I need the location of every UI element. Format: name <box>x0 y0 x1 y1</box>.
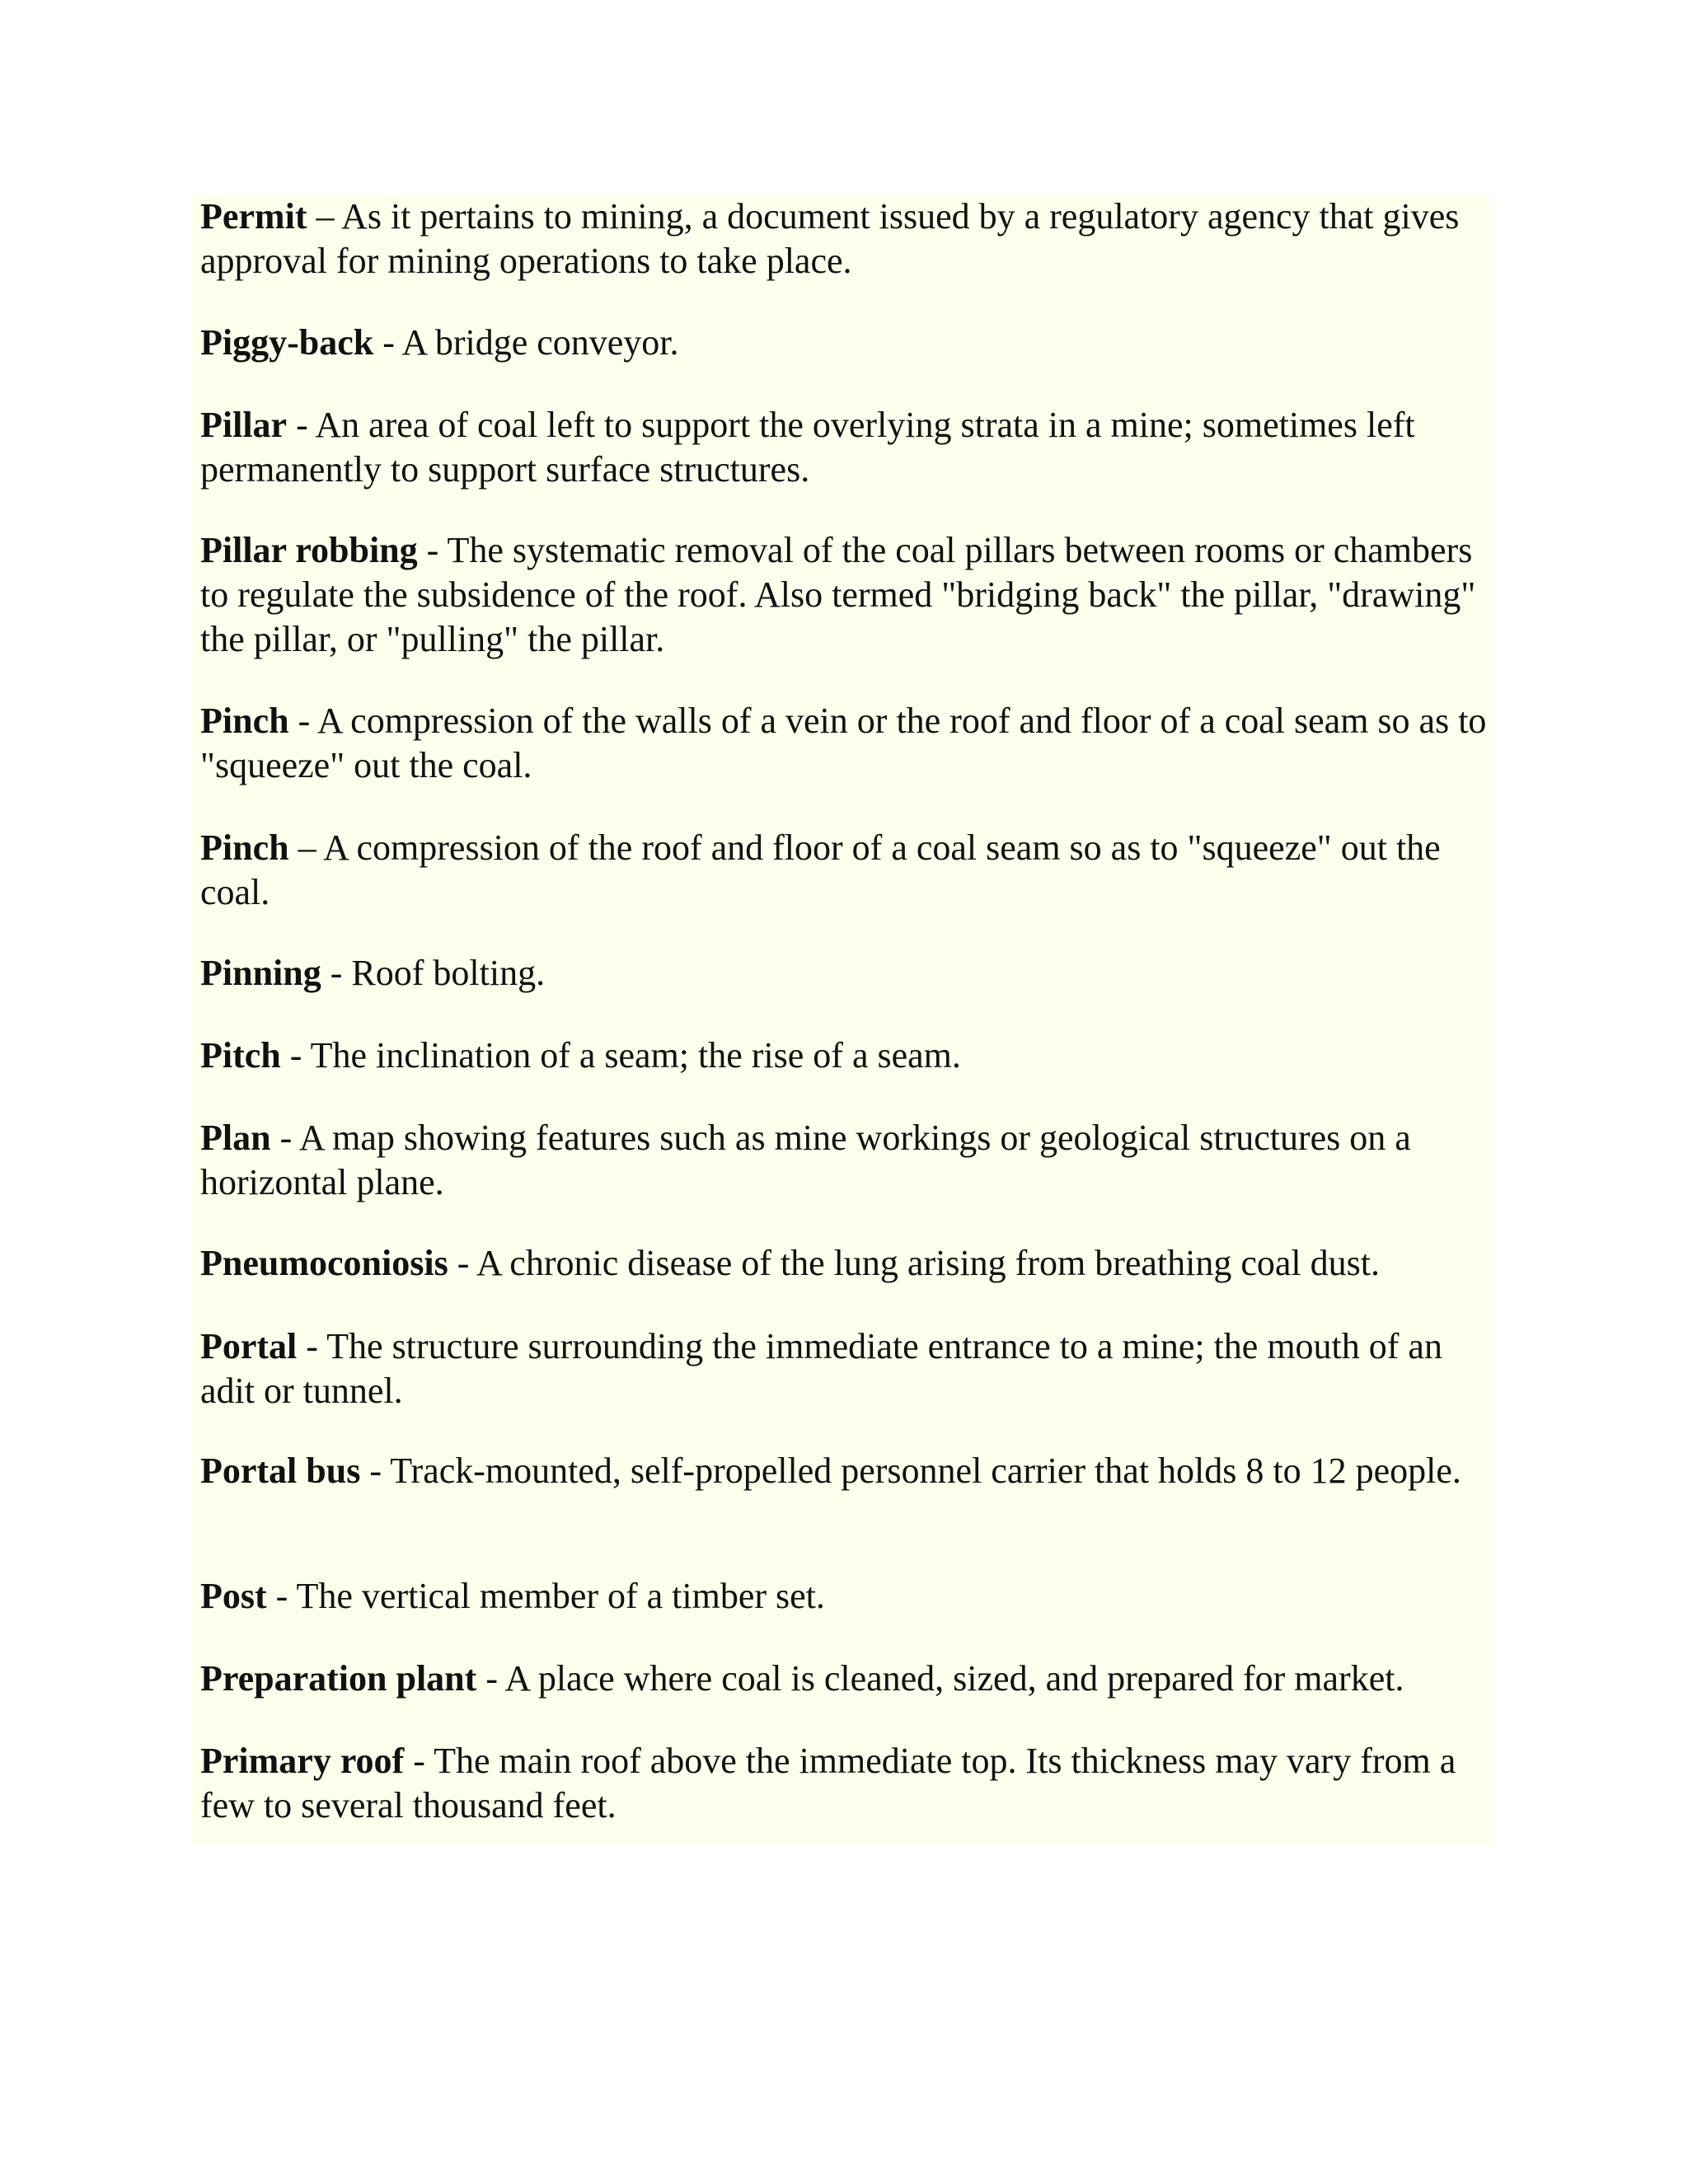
glossary-definition: Roof bolting. <box>351 953 546 993</box>
glossary-entry-permit <box>200 194 1494 284</box>
term-separator: – <box>307 196 342 237</box>
glossary-definition: The main roof above the immediate top. Its thickness may vary from a few to several thousand feet. <box>200 1741 1456 1825</box>
term-separator: - <box>360 1451 391 1491</box>
term-separator: - <box>417 530 448 570</box>
glossary-definition: The inclination of a seam; the rise of a seam. <box>310 1035 961 1076</box>
glossary-definition: A map showing features such as mine workings or geological structures on a horizontal plane. <box>200 1118 1411 1202</box>
term-separator: - <box>270 1118 299 1158</box>
term-separator: – <box>288 827 324 868</box>
glossary-entry-pinch <box>200 699 1494 788</box>
glossary-term: Plan <box>200 1118 271 1158</box>
term-separator: - <box>266 1576 297 1616</box>
glossary-term: Primary roof <box>200 1741 405 1781</box>
glossary-entry-portal-bus <box>200 1449 1494 1493</box>
glossary-term: Pillar <box>200 405 288 445</box>
glossary-entry-pillar-robbing <box>200 528 1494 662</box>
glossary-term: Pneumoconiosis <box>200 1243 448 1283</box>
glossary-entry-portal <box>200 1324 1494 1413</box>
glossary-entry-pitch <box>200 1033 1494 1078</box>
glossary-definition: Track-mounted, self-propelled personnel carrier that holds 8 to 12 people. <box>390 1451 1461 1491</box>
glossary-definition: The systematic removal of the coal pillars between rooms or chambers to regulate the subsidence of the roof. Also termed "bridging back" the pillar, "drawing" the pillar, or "pulling" the pillar. <box>200 530 1476 659</box>
glossary-definition: A chronic disease of the lung arising from breathing coal dust. <box>476 1243 1380 1283</box>
glossary-term: Permit <box>200 196 307 237</box>
glossary-entry-plan <box>200 1116 1494 1205</box>
glossary-entry-pinning <box>200 951 1494 996</box>
glossary-term: Pinch <box>200 827 289 868</box>
term-separator: - <box>448 1243 476 1283</box>
glossary-definition: A compression of the roof and floor of a coal seam so as to "squeeze" out the coal. <box>200 827 1441 912</box>
term-separator: - <box>280 1035 311 1076</box>
glossary-entry-pinch-2 <box>200 826 1494 915</box>
glossary-term: Pillar robbing <box>200 530 418 570</box>
glossary-term: Portal bus <box>200 1451 361 1491</box>
glossary-term: Portal <box>200 1326 298 1366</box>
glossary-entry-piggy-back <box>200 321 1494 365</box>
term-separator: - <box>287 405 316 445</box>
glossary-term: Pinning <box>200 953 321 993</box>
glossary-term: Pinch <box>200 701 289 741</box>
glossary-entry-post <box>200 1574 1494 1619</box>
glossary-definition: An area of coal left to support the overlying strata in a mine; sometimes left permanently to support surface structures. <box>200 405 1415 490</box>
glossary-entry-primary-roof <box>200 1739 1494 1828</box>
term-separator: - <box>476 1658 505 1699</box>
glossary-entry-preparation-plant <box>200 1657 1494 1701</box>
glossary-entry-pneumoconiosis <box>200 1241 1494 1286</box>
term-separator: - <box>288 701 317 741</box>
glossary-term: Piggy-back <box>200 322 374 363</box>
glossary-definition: As it pertains to mining, a document issued by a regulatory agency that gives approval for mining operations to take place. <box>200 196 1460 281</box>
glossary-term: Pitch <box>200 1035 281 1076</box>
term-separator: - <box>297 1326 327 1366</box>
glossary-term: Post <box>200 1576 267 1616</box>
term-separator: - <box>321 953 352 993</box>
glossary-definition: The structure surrounding the immediate entrance to a mine; the mouth of an adit or tunnel. <box>200 1326 1442 1411</box>
glossary-definition: A place where coal is cleaned, sized, and prepared for market. <box>504 1658 1404 1699</box>
glossary-definition: The vertical member of a timber set. <box>296 1576 825 1616</box>
glossary-entry-pillar <box>200 403 1494 492</box>
glossary-definition: A compression of the walls of a vein or the roof and floor of a coal seam so as to "squeeze" out the coal. <box>200 701 1487 785</box>
glossary-term: Preparation plant <box>200 1658 477 1699</box>
term-separator: - <box>404 1741 434 1781</box>
glossary-definition: A bridge conveyor. <box>401 322 679 363</box>
term-separator: - <box>373 322 402 363</box>
glossary-panel <box>192 194 1490 1846</box>
